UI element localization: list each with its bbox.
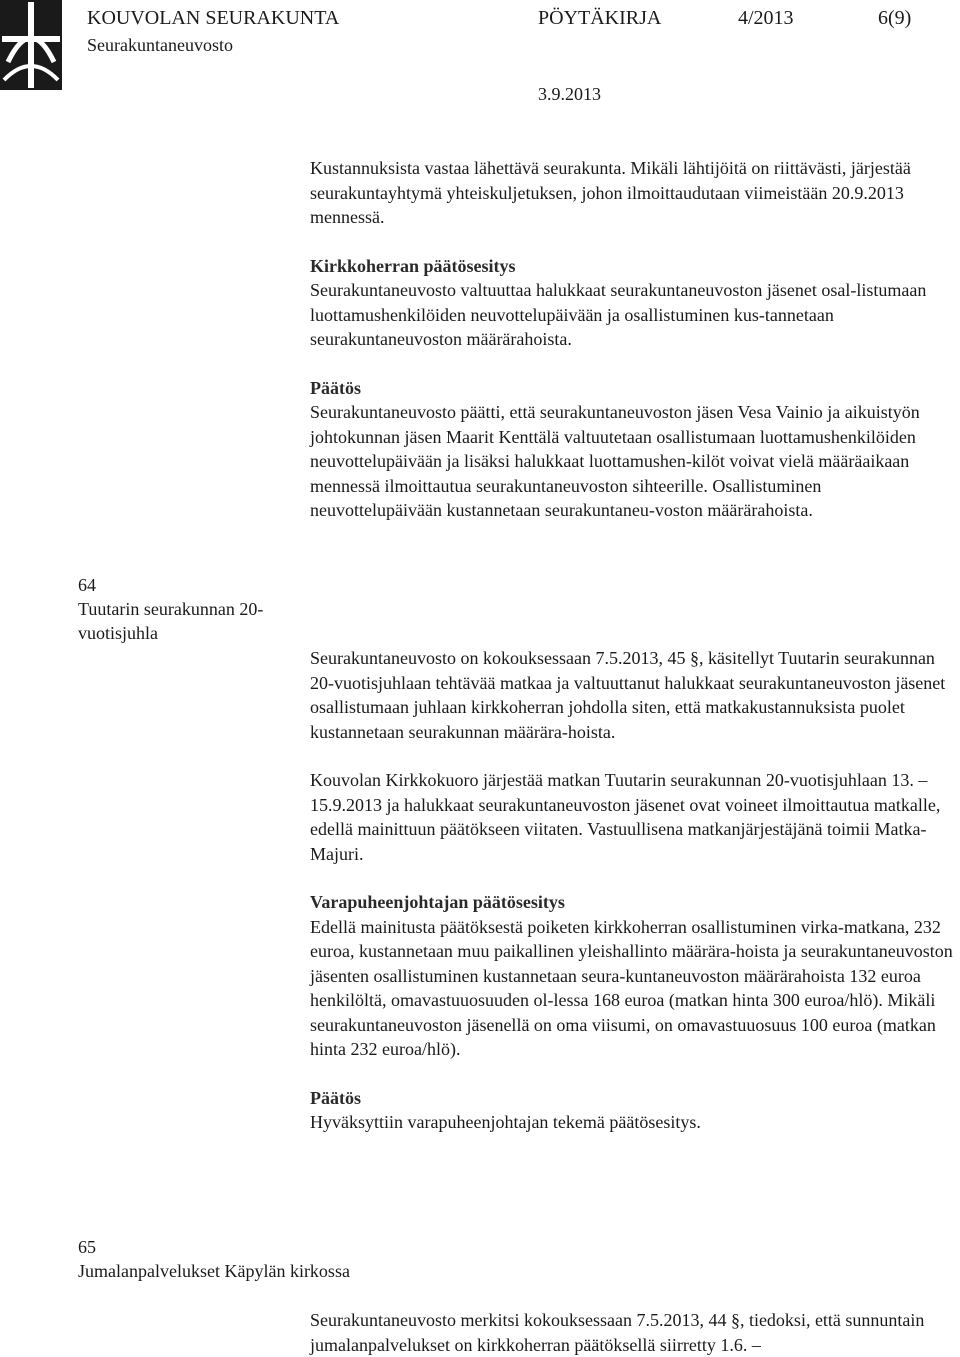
- item-title: Jumalanpalvelukset Käpylän kirkossa: [78, 1261, 350, 1281]
- header-number: 4/2013: [738, 7, 794, 29]
- paragraph-trip: Kouvolan Kirkkokuoro järjestää matkan Tuutarin seurakunnan 20-vuotisjuhlaan 13. – 15.9.2013 ja halukkaat seurakuntaneuvoston jäsenet ovat voineet ilmoittautua matkalle, edellä mainittuun päätökseen viitaten. Vastuullisena matkanjärjestäjänä toimii Matka-Majuri.: [310, 770, 941, 864]
- header-date: 3.9.2013: [538, 84, 601, 104]
- decision-heading: Päätös: [310, 1087, 361, 1108]
- proposal-text: Seurakuntaneuvosto valtuuttaa halukkaat seurakuntaneuvoston jäsenet osal-listumaan luottamushenkilöiden neuvottelupäivään ja osallistuminen kus-tannetaan seurakuntaneuvoston määrärahoista.: [310, 280, 927, 349]
- header-org: KOUVOLAN SEURAKUNTA: [87, 7, 340, 29]
- header-page: 6(9): [878, 7, 912, 29]
- church-logo-icon: [0, 0, 62, 90]
- item-number: 65: [78, 1237, 96, 1257]
- proposal-heading: Varapuheenjohtajan päätösesitys: [310, 892, 565, 912]
- item-title: Tuutarin seurakunnan 20-vuotisjuhla: [78, 599, 264, 643]
- header-body: Seurakuntaneuvosto: [87, 35, 233, 55]
- item-64-label: [78, 573, 303, 645]
- decision-heading: Päätös: [310, 377, 361, 398]
- item-number: 64: [78, 575, 96, 595]
- section-block1: [310, 156, 955, 523]
- decision-text: Seurakuntaneuvosto päätti, että seurakuntaneuvoston jäsen Vesa Vainio ja aikuistyön johtokunnan jäsen Maarit Kenttälä valtuutetaan osallistumaan luottamushenkilöiden neuvottelupäivään ja lisäksi halukkaat luottamushen-kilöt voivat vielä määräaikaan mennessä ilmoittautua seurakuntaneuvoston sihteerille. Osallistuminen neuvottelupäivään kustannetaan seurakuntaneu-voston määrärahoista.: [310, 402, 920, 520]
- paragraph-costs: Kustannuksista vastaa lähettävä seurakunta. Mikäli lähtijöitä on riittävästi, järjestää seurakuntayhtymä yhteiskuljetuksen, johon ilmoittaudutaan viimeistään 20.9.2013 mennessä.: [310, 158, 911, 227]
- item-65-label: [78, 1235, 408, 1283]
- decision-text: Hyväksyttiin varapuheenjohtajan tekemä päätösesitys.: [310, 1112, 701, 1132]
- paragraph-previous-decision: Seurakuntaneuvosto on kokouksessaan 7.5.2013, 45 §, käsitellyt Tuutarin seurakunnan 20-vuotisjuhlaan tehtävää matkaa ja valtuuttanut halukkaat seurakuntaneuvoston jäsenet osallistumaan juhlaan kirkkoherran johdolla siten, että matkakustannuksista puolet kustannetaan seurakunnan määrära-hoista.: [310, 648, 946, 742]
- section-item-64: [310, 646, 955, 1135]
- header-doctype: PÖYTÄKIRJA: [538, 7, 662, 29]
- paragraph-services: Seurakuntaneuvosto merkitsi kokouksessaan 7.5.2013, 44 §, tiedoksi, että sunnuntain jumalanpalvelukset on kirkkoherran päätöksellä siirretty 1.6. –: [310, 1310, 925, 1355]
- section-item-65: [310, 1308, 955, 1357]
- proposal-heading: Kirkkoherran päätösesitys: [310, 255, 516, 276]
- proposal-text: Edellä mainitusta päätöksestä poiketen kirkkoherran osallistuminen virka-matkana, 232 euroa, kustannetaan muu paikallinen yleishallinto määrära-hoista ja seurakuntaneuvoston jäsenten osallistuminen kustannetaan seura-kuntaneuvoston määrärahoista 132 euroa henkilöltä, omavastuuosuuden ol-lessa 168 euroa (matkan hinta 300 euroa/hlö). Mikäli seurakuntaneuvoston jäsenellä on oma viisumi, on omavastuuosuus 100 euroa (matkan hinta 232 euroa/hlö).: [310, 916, 953, 1059]
